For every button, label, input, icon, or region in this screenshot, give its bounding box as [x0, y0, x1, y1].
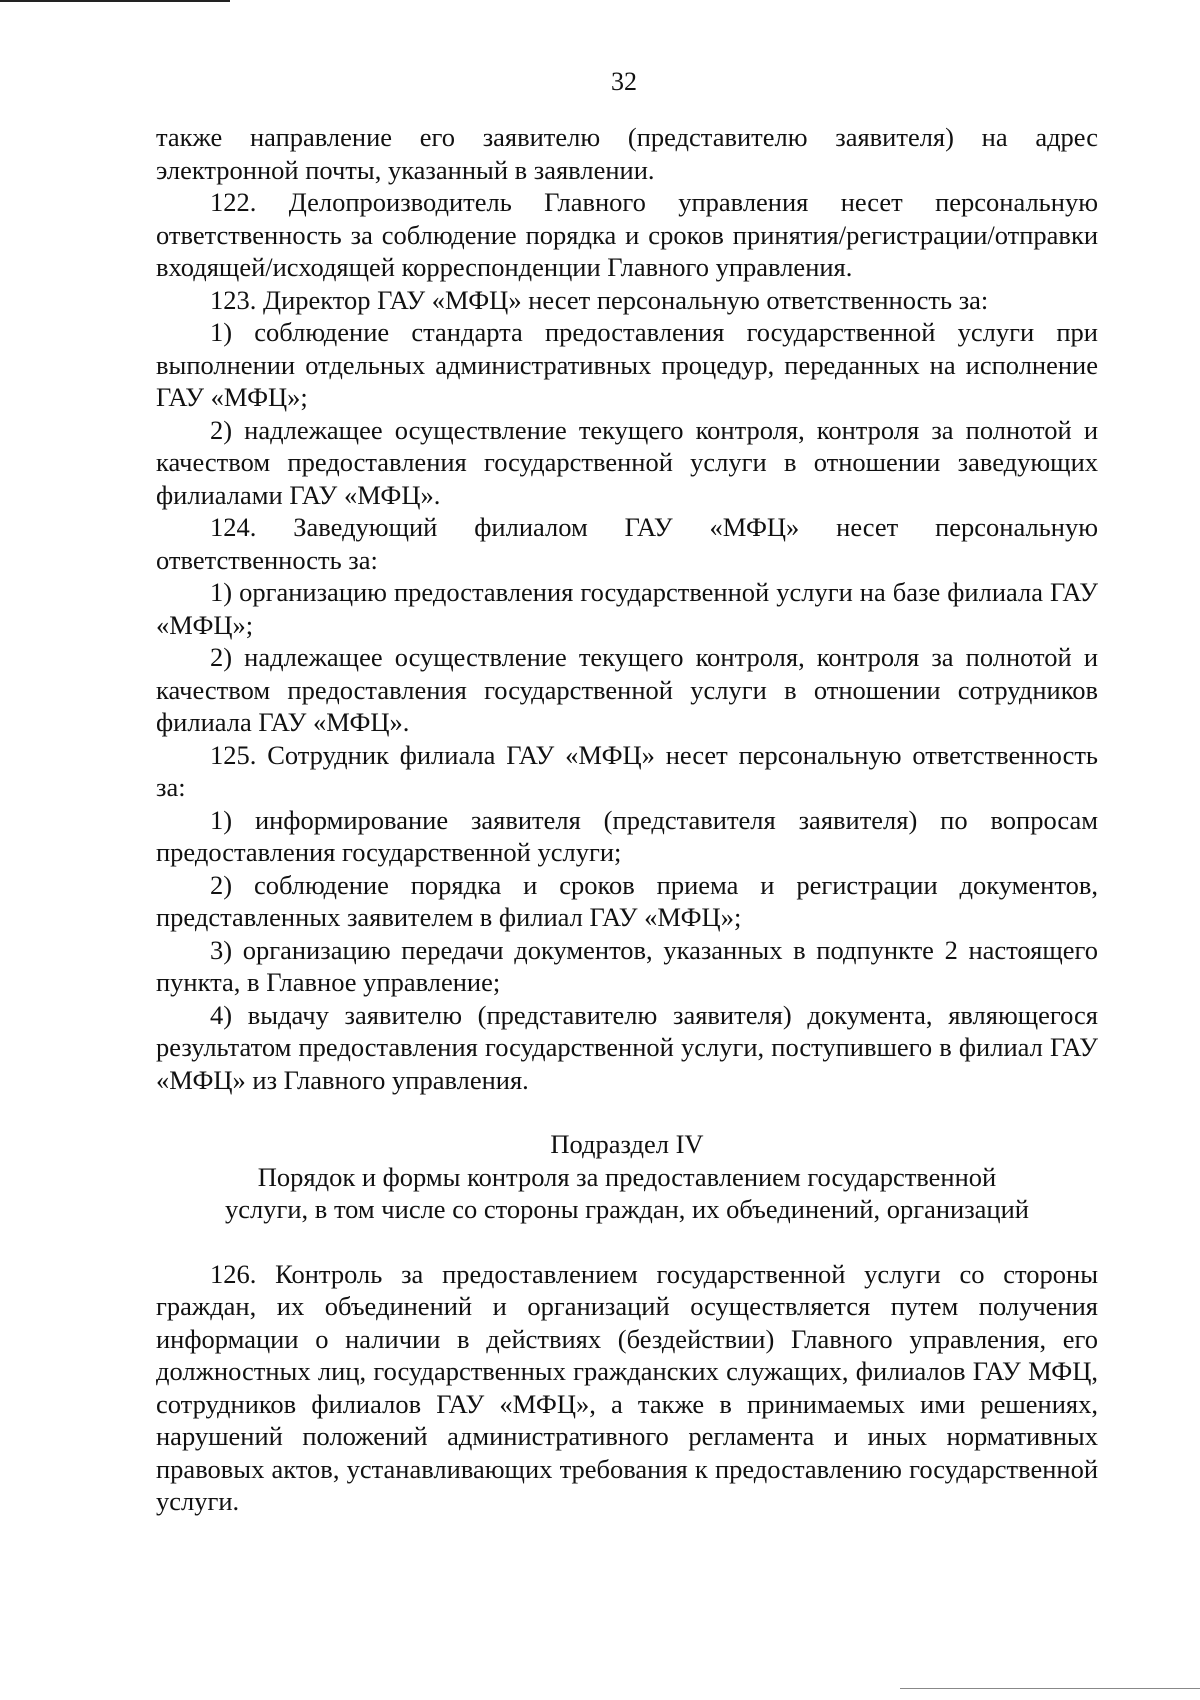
section-heading-line: Порядок и формы контроля за предоставлением государственной — [257, 1161, 997, 1192]
paragraph: 126. Контроль за предоставлением государственной услуги со стороны граждан, их объединений и организаций осуществляется путем получения информации о наличии в действиях (бездействии) Главного управления, его должностных лиц, государственных гражданских служащих, филиалов ГАУ МФЦ, сотрудников филиалов ГАУ «МФЦ», а также в принимаемых ими решениях, нарушений положений административного регламента и иных нормативных правовых актов, устанавливающих требования к предоставлению государственной услуги. — [156, 1258, 1098, 1516]
scan-edge-line — [900, 1688, 1200, 1689]
paragraph: 123. Директор ГАУ «МФЦ» несет персональную ответственность за: — [210, 284, 989, 315]
paragraph: 2) надлежащее осуществление текущего контроля, контроля за полнотой и качеством предоставления государственной услуги в отношении сотрудников филиала ГАУ «МФЦ». — [156, 642, 1098, 737]
section-heading — [156, 1161, 1098, 1226]
paragraph: 1) информирование заявителя (представителя заявителя) по вопросам предоставления государственной услуги; — [156, 804, 1098, 867]
paragraph: 4) выдачу заявителю (представителю заявителя) документа, являющегося результатом предоставления государственной услуги, поступившего в филиал ГАУ «МФЦ» из Главного управления. — [156, 999, 1098, 1095]
section-heading-line: услуги, в том числе со стороны граждан, их объединений, организаций — [225, 1194, 1029, 1224]
document-body — [156, 121, 1098, 1518]
paragraph: 2) надлежащее осуществление текущего контроля, контроля за полнотой и качеством предоставления государственной услуги в отношении заведующих филиалами ГАУ «МФЦ». — [156, 414, 1098, 510]
paragraph: 122. Делопроизводитель Главного управления несет персональную ответственность за соблюдение порядка и сроков принятия/регистрации/отправки входящей/исходящей корреспонденции Главного управления. — [156, 187, 1098, 282]
paragraph: также направление его заявителю (представителю заявителя) на адрес электронной почты, указанный в заявлении. — [156, 122, 1098, 185]
paragraph: 124. Заведующий филиалом ГАУ «МФЦ» несет персональную ответственность за: — [156, 512, 1098, 575]
scan-edge-line — [0, 0, 230, 2]
paragraph: 125. Сотрудник филиала ГАУ «МФЦ» несет персональную ответственность за: — [156, 739, 1098, 802]
paragraph: 1) соблюдение стандарта предоставления государственной услуги при выполнении отдельных административных процедур, переданных на исполнение ГАУ «МФЦ»; — [156, 317, 1098, 412]
page-number: 32 — [611, 67, 637, 96]
paragraph: 2) соблюдение порядка и сроков приема и регистрации документов, представленных заявителем в филиал ГАУ «МФЦ»; — [156, 869, 1098, 932]
paragraph: 3) организацию передачи документов, указанных в подпункте 2 настоящего пункта, в Главное управление; — [156, 934, 1098, 997]
paragraph: 1) организацию предоставления государственной услуги на базе филиала ГАУ «МФЦ»; — [156, 577, 1098, 640]
section-title: Подраздел IV — [550, 1129, 704, 1159]
